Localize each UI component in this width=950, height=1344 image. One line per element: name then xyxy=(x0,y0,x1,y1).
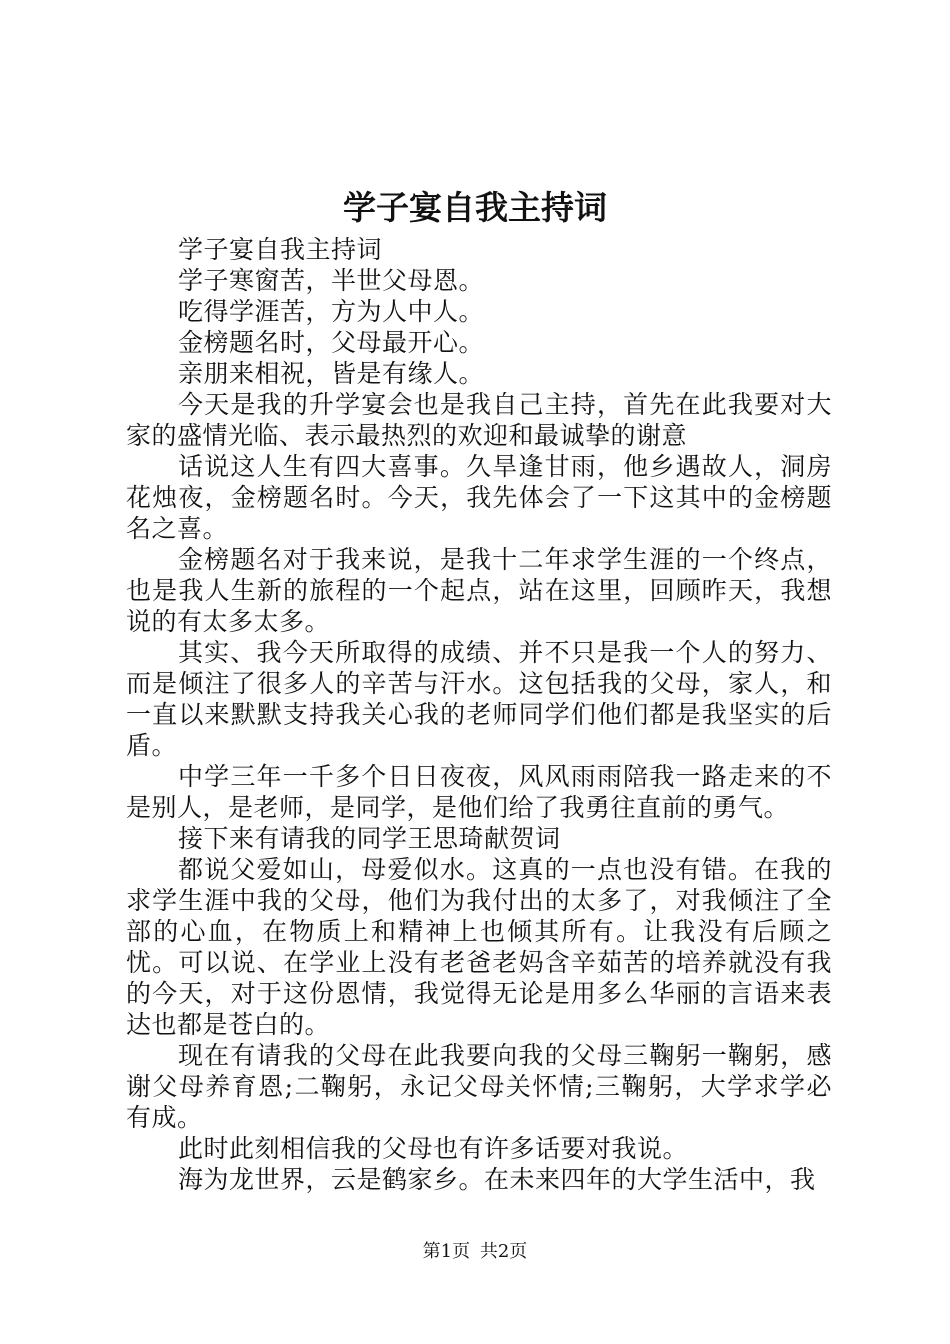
page-total: 共2页 xyxy=(479,1241,528,1262)
paragraph: 金榜题名对于我来说，是我十二年求学生涯的一个终点，也是我人生新的旅程的一个起点，站在这里，回顾昨天，我想说的有太多太多。 xyxy=(126,545,832,636)
paragraph: 海为龙世界，云是鹤家乡。在未来四年的大学生活中，我 xyxy=(178,1165,816,1194)
paragraph: 学子寒窗苦，半世父母恩。 xyxy=(178,266,485,295)
paragraph: 其实、我今天所取得的成绩、并不只是我一个人的努力、而是倾注了很多人的辛苦与汗水。这包括我的父母，家人，和一直以来默默支持我关心我的老师同学们他们都是我坚实的后盾。 xyxy=(126,638,832,760)
paragraph: 今天是我的升学宴会也是我自己主持，首先在此我要对大家的盛情光临、表示最热烈的欢迎和最诚挚的谢意 xyxy=(126,390,832,450)
paragraph: 现在有请我的父母在此我要向我的父母三鞠躬一鞠躬，感谢父母养育恩;二鞠躬，永记父母关怀情;三鞠躬，大学求学必有成。 xyxy=(126,1041,832,1132)
page-footer xyxy=(0,1240,950,1264)
paragraph: 中学三年一千多个日日夜夜，风风雨雨陪我一路走来的不是别人，是老师，是同学，是他们给了我勇往直前的勇气。 xyxy=(126,762,832,822)
paragraph: 金榜题名时，父母最开心。 xyxy=(178,328,485,357)
paragraph: 话说这人生有四大喜事。久旱逢甘雨，他乡遇故人，洞房花烛夜，金榜题名时。今天，我先体会了一下这其中的金榜题名之喜。 xyxy=(126,452,832,543)
paragraph: 接下来有请我的同学王思琦献贺词 xyxy=(178,824,561,853)
document-body xyxy=(126,234,832,1195)
paragraph: 都说父爱如山，母爱似水。这真的一点也没有错。在我的求学生涯中我的父母，他们为我付出的太多了，对我倾注了全部的心血，在物质上和精神上也倾其所有。让我没有后顾之忧。可以说、在学业上没有老爸老妈含辛茹苦的培养就没有我的今天，对于这份恩情，我觉得无论是用多么华丽的言语来表达也都是苍白的。 xyxy=(126,855,832,1039)
paragraph: 亲朋来相祝，皆是有缘人。 xyxy=(178,359,485,388)
paragraph: 此时此刻相信我的父母也有许多话要对我说。 xyxy=(178,1134,689,1163)
paragraph: 吃得学涯苦，方为人中人。 xyxy=(178,297,485,326)
page-title: 学子宴自我主持词 xyxy=(343,188,607,227)
page-number: 第1页 xyxy=(422,1241,471,1262)
paragraph: 学子宴自我主持词 xyxy=(178,235,383,264)
